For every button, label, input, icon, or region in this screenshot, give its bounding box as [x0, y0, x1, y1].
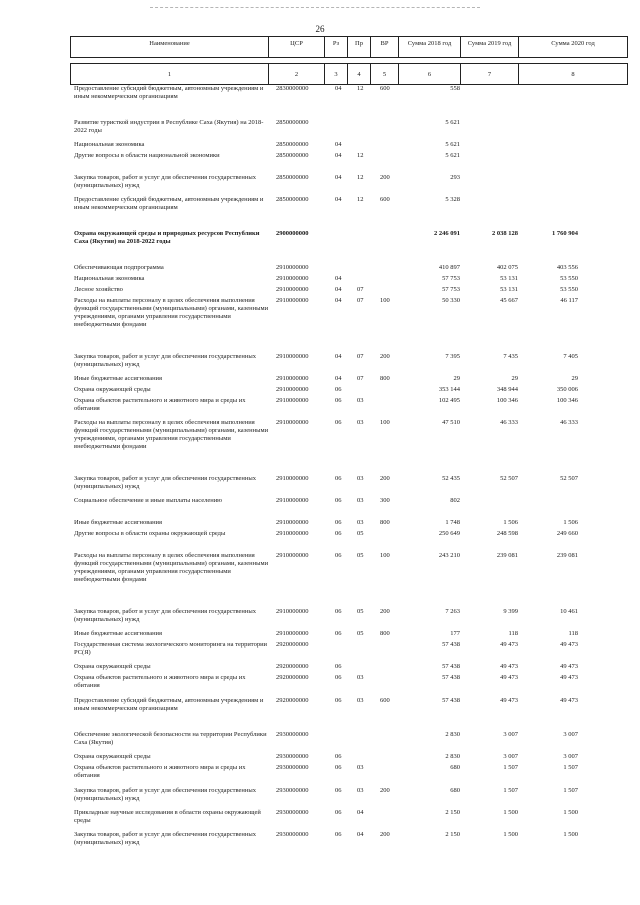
row-pr: 04 [357, 809, 364, 816]
row-csr: 2910000000 [276, 264, 309, 271]
row-rz: 04 [335, 196, 342, 203]
row-name: Национальная экономика [74, 275, 145, 282]
row-rz: 06 [335, 475, 342, 482]
row-vr: 200 [380, 174, 390, 181]
row-sum-2020: 1 507 [563, 787, 578, 794]
header-num-6: 6 [398, 63, 460, 84]
row-sum-2018: 680 [450, 787, 460, 794]
row-pr: 05 [357, 552, 364, 559]
row-name: Закупка товаров, работ и услуг для обеспечения государственных (муниципальных) нужд [74, 174, 257, 189]
row-pr: 03 [357, 764, 364, 771]
row-csr: 2910000000 [276, 519, 309, 526]
row-csr: 2910000000 [276, 375, 309, 382]
row-sum-2020: 49 473 [560, 663, 578, 670]
row-sum-2019: 52 507 [500, 475, 518, 482]
row-rz: 06 [335, 397, 342, 404]
row-sum-2020: 1 500 [563, 831, 578, 838]
row-rz: 04 [335, 85, 342, 92]
header-pr: Пр [347, 37, 370, 57]
row-sum-2018: 57 753 [442, 286, 460, 293]
row-pr: 03 [357, 497, 364, 504]
row-csr: 2930000000 [276, 764, 309, 771]
row-sum-2020: 403 556 [556, 264, 578, 271]
row-sum-2020: 100 346 [556, 397, 578, 404]
row-sum-2020: 118 [568, 630, 578, 637]
row-sum-2018: 250 649 [438, 530, 460, 537]
row-sum-2018: 1 748 [445, 519, 460, 526]
row-sum-2019: 9 399 [503, 608, 518, 615]
header-num-1: 1 [70, 63, 268, 84]
row-sum-2020: 46 333 [560, 419, 578, 426]
row-name: Развитие туристкой индустрии в Республике Саха (Якутия) на 2018-2022 годы [74, 119, 264, 134]
row-sum-2018: 102 495 [438, 397, 460, 404]
header-num-2: 2 [268, 63, 324, 84]
row-csr: 2910000000 [276, 419, 309, 426]
row-sum-2019: 2 038 128 [492, 230, 518, 237]
row-sum-2020: 53 550 [560, 275, 578, 282]
row-csr: 2930000000 [276, 753, 309, 760]
row-sum-2019: 348 944 [496, 386, 518, 393]
row-csr: 2920000000 [276, 674, 309, 681]
row-sum-2018: 2 150 [445, 809, 460, 816]
row-csr: 2910000000 [276, 552, 309, 559]
row-rz: 06 [335, 552, 342, 559]
row-csr: 2850000000 [276, 119, 309, 126]
row-sum-2019: 1 500 [503, 809, 518, 816]
row-vr: 100 [380, 419, 390, 426]
row-vr: 600 [380, 85, 390, 92]
row-sum-2018: 353 144 [438, 386, 460, 393]
row-pr: 03 [357, 674, 364, 681]
row-sum-2019: 402 075 [496, 264, 518, 271]
row-sum-2018: 5 621 [445, 152, 460, 159]
row-sum-2018: 243 210 [438, 552, 460, 559]
row-rz: 06 [335, 787, 342, 794]
row-sum-2018: 802 [450, 497, 460, 504]
row-sum-2020: 1 506 [563, 519, 578, 526]
row-sum-2018: 57 753 [442, 275, 460, 282]
row-vr: 200 [380, 787, 390, 794]
row-name: Социальное обеспечение и иные выплаты населению [74, 497, 223, 504]
row-csr: 2910000000 [276, 297, 309, 304]
header-num-8: 8 [518, 63, 628, 84]
row-sum-2020: 52 507 [560, 475, 578, 482]
row-sum-2018: 57 438 [442, 663, 460, 670]
row-vr: 800 [380, 375, 390, 382]
row-sum-2019: 49 473 [500, 674, 518, 681]
row-rz: 06 [335, 497, 342, 504]
row-name: Другие вопросы в области национальной экономики [74, 152, 220, 159]
row-csr: 2910000000 [276, 386, 309, 393]
row-sum-2019: 1 507 [503, 764, 518, 771]
row-vr: 600 [380, 196, 390, 203]
row-csr: 2900000000 [276, 230, 309, 237]
row-name: Иные бюджетные ассигнования [74, 519, 163, 526]
row-name: Охрана окружающей среды и природных ресурсов Республики Саха (Якутия) на 2018-2022 годы [74, 230, 260, 245]
header-csr: ЦСР [268, 37, 324, 57]
row-name: Охрана объектов растительного и животного мира и среды их обитания [74, 674, 246, 689]
row-name: Предоставление субсидий бюджетным, автономным учреждениям и иным некоммерческим организациям [74, 85, 264, 100]
row-rz: 06 [335, 608, 342, 615]
row-name: Закупка товаров, работ и услуг для обеспечения государственных (муниципальных) нужд [74, 608, 257, 623]
row-sum-2018: 293 [450, 174, 460, 181]
row-csr: 2920000000 [276, 697, 309, 704]
row-csr: 2910000000 [276, 497, 309, 504]
header-name: Наименование [70, 37, 268, 57]
row-sum-2019: 3 007 [503, 731, 518, 738]
row-rz: 04 [335, 152, 342, 159]
header-rz: Рз [324, 37, 347, 57]
page-number: 26 [315, 24, 325, 34]
row-sum-2019: 53 131 [500, 286, 518, 293]
row-csr: 2850000000 [276, 152, 309, 159]
row-csr: 2930000000 [276, 731, 309, 738]
row-name: Обеспечивающая подпрограмма [74, 264, 164, 271]
row-sum-2018: 410 897 [438, 264, 460, 271]
row-rz: 06 [335, 419, 342, 426]
row-sum-2018: 2 830 [445, 731, 460, 738]
row-vr: 600 [380, 697, 390, 704]
row-csr: 2920000000 [276, 641, 309, 648]
row-pr: 07 [357, 297, 364, 304]
row-pr: 07 [357, 286, 364, 293]
row-sum-2018: 7 395 [445, 353, 460, 360]
row-name: Охрана объектов растительного и животного мира и среды их обитания [74, 397, 246, 412]
row-sum-2019: 7 435 [503, 353, 518, 360]
row-sum-2020: 7 405 [563, 353, 578, 360]
row-rz: 04 [335, 375, 342, 382]
row-sum-2018: 2 246 091 [434, 230, 460, 237]
row-sum-2020: 46 117 [560, 297, 578, 304]
row-sum-2020: 249 660 [556, 530, 578, 537]
row-pr: 03 [357, 519, 364, 526]
header-vr: ВР [370, 37, 398, 57]
row-vr: 800 [380, 630, 390, 637]
row-sum-2018: 177 [450, 630, 460, 637]
row-rz: 06 [335, 519, 342, 526]
row-name: Национальная экономика [74, 141, 145, 148]
row-rz: 06 [335, 809, 342, 816]
row-sum-2020: 1 760 904 [552, 230, 578, 237]
row-csr: 2910000000 [276, 608, 309, 615]
row-rz: 04 [335, 297, 342, 304]
row-sum-2019: 29 [511, 375, 518, 382]
row-sum-2020: 10 461 [560, 608, 578, 615]
row-sum-2020: 3 007 [563, 753, 578, 760]
row-rz: 06 [335, 630, 342, 637]
row-rz: 04 [335, 353, 342, 360]
row-vr: 200 [380, 831, 390, 838]
row-name: Расходы на выплаты персоналу в целях обеспечения выполнения функций государственными (муниципальными) органами, казенными учреждениями, органами управления государственными внебюджетными фондами [74, 552, 269, 583]
row-sum-2019: 100 346 [496, 397, 518, 404]
row-csr: 2930000000 [276, 787, 309, 794]
row-vr: 200 [380, 608, 390, 615]
row-sum-2020: 53 550 [560, 286, 578, 293]
row-csr: 2910000000 [276, 397, 309, 404]
row-csr: 2920000000 [276, 663, 309, 670]
row-pr: 07 [357, 353, 364, 360]
row-rz: 06 [335, 530, 342, 537]
row-sum-2018: 5 328 [445, 196, 460, 203]
row-sum-2020: 239 081 [556, 552, 578, 559]
row-sum-2019: 49 473 [500, 641, 518, 648]
row-rz: 06 [335, 697, 342, 704]
row-pr: 03 [357, 787, 364, 794]
row-rz: 06 [335, 663, 342, 670]
row-name: Лесное хозяйство [74, 286, 123, 293]
row-rz: 06 [335, 753, 342, 760]
header-num-7: 7 [460, 63, 518, 84]
row-pr: 03 [357, 397, 364, 404]
row-sum-2019: 53 131 [500, 275, 518, 282]
row-vr: 100 [380, 552, 390, 559]
row-rz: 06 [335, 386, 342, 393]
row-sum-2018: 5 621 [445, 119, 460, 126]
row-sum-2020: 49 473 [560, 697, 578, 704]
row-name: Другие вопросы в области охраны окружающей среды [74, 530, 226, 537]
row-vr: 200 [380, 353, 390, 360]
row-sum-2019: 1 500 [503, 831, 518, 838]
row-sum-2018: 5 621 [445, 141, 460, 148]
row-name: Предоставление субсидий бюджетным, автономным учреждениям и иным некоммерческим организациям [74, 196, 264, 211]
row-csr: 2850000000 [276, 174, 309, 181]
row-name: Прикладные научные исследования в области охраны окружающей среды [74, 809, 261, 824]
row-name: Расходы на выплаты персоналу в целях обеспечения выполнения функций государственными (муниципальными) органами, казенными учреждениями, органами управления государственными внебюджетными фондами [74, 419, 269, 450]
header-num-5: 5 [370, 63, 398, 84]
row-rz: 04 [335, 141, 342, 148]
row-name: Иные бюджетные ассигнования [74, 630, 163, 637]
row-sum-2019: 1 506 [503, 519, 518, 526]
row-sum-2018: 52 435 [442, 475, 460, 482]
row-pr: 03 [357, 419, 364, 426]
row-sum-2019: 46 333 [500, 419, 518, 426]
row-pr: 05 [357, 530, 364, 537]
row-pr: 12 [357, 196, 364, 203]
header-num-3: 3 [324, 63, 347, 84]
row-sum-2020: 1 507 [563, 764, 578, 771]
row-name: Государственная система экологического мониторинга на территории РС(Я) [74, 641, 268, 656]
row-sum-2020: 49 473 [560, 641, 578, 648]
row-sum-2019: 45 667 [500, 297, 518, 304]
row-csr: 2910000000 [276, 286, 309, 293]
row-sum-2019: 49 473 [500, 663, 518, 670]
row-sum-2019: 239 081 [496, 552, 518, 559]
row-name: Закупка товаров, работ и услуг для обеспечения государственных (муниципальных) нужд [74, 353, 257, 368]
row-rz: 06 [335, 764, 342, 771]
row-name: Охрана окружающей среды [74, 753, 151, 760]
row-name: Охрана объектов растительного и животного мира и среды их обитания [74, 764, 246, 779]
row-sum-2018: 57 438 [442, 697, 460, 704]
row-vr: 300 [380, 497, 390, 504]
row-csr: 2910000000 [276, 630, 309, 637]
row-vr: 800 [380, 519, 390, 526]
row-name: Расходы на выплаты персоналу в целях обеспечения выполнения функций государственными (муниципальными) органами, казенными учреждениями, органами управления государственными внебюджетными фондами [74, 297, 269, 328]
row-sum-2018: 57 438 [442, 641, 460, 648]
row-rz: 06 [335, 674, 342, 681]
row-csr: 2850000000 [276, 196, 309, 203]
row-name: Предоставление субсидий бюджетным, автономным учреждениям и иным некоммерческим организациям [74, 697, 264, 712]
row-sum-2018: 2 150 [445, 831, 460, 838]
row-csr: 2910000000 [276, 530, 309, 537]
header-sum-2018: Сумма 2018 год [398, 37, 460, 57]
row-csr: 2830000000 [276, 85, 309, 92]
row-sum-2019: 118 [508, 630, 518, 637]
row-sum-2018: 57 438 [442, 674, 460, 681]
row-sum-2018: 50 330 [442, 297, 460, 304]
row-pr: 12 [357, 85, 364, 92]
row-pr: 07 [357, 375, 364, 382]
row-pr: 03 [357, 475, 364, 482]
header-sum-2020: Сумма 2020 год [518, 37, 628, 57]
row-name: Закупка товаров, работ и услуг для обеспечения государственных (муниципальных) нужд [74, 787, 257, 802]
row-rz: 04 [335, 275, 342, 282]
row-csr: 2850000000 [276, 141, 309, 148]
row-sum-2020: 350 006 [556, 386, 578, 393]
row-name: Закупка товаров, работ и услуг для обеспечения государственных (муниципальных) нужд [74, 831, 257, 846]
row-pr: 05 [357, 630, 364, 637]
row-pr: 12 [357, 152, 364, 159]
row-csr: 2910000000 [276, 475, 309, 482]
row-rz: 06 [335, 831, 342, 838]
row-vr: 200 [380, 475, 390, 482]
row-pr: 04 [357, 831, 364, 838]
header-num-4: 4 [347, 63, 370, 84]
row-sum-2018: 558 [450, 85, 460, 92]
row-sum-2020: 1 500 [563, 809, 578, 816]
row-sum-2018: 29 [453, 375, 460, 382]
row-csr: 2910000000 [276, 275, 309, 282]
row-sum-2020: 49 473 [560, 674, 578, 681]
row-sum-2020: 29 [571, 375, 578, 382]
row-name: Закупка товаров, работ и услуг для обеспечения государственных (муниципальных) нужд [74, 475, 257, 490]
row-sum-2019: 248 598 [496, 530, 518, 537]
row-rz: 04 [335, 174, 342, 181]
row-csr: 2930000000 [276, 831, 309, 838]
row-sum-2018: 2 830 [445, 753, 460, 760]
row-name: Обеспечение экологической безопасности на территории Республики Саха (Якутия) [74, 731, 267, 746]
row-sum-2019: 1 507 [503, 787, 518, 794]
row-pr: 12 [357, 174, 364, 181]
row-sum-2019: 49 473 [500, 697, 518, 704]
row-pr: 03 [357, 697, 364, 704]
row-rz: 04 [335, 286, 342, 293]
row-sum-2020: 3 007 [563, 731, 578, 738]
row-vr: 100 [380, 297, 390, 304]
row-name: Охрана окружающей среды [74, 663, 151, 670]
row-sum-2018: 680 [450, 764, 460, 771]
row-sum-2018: 47 510 [442, 419, 460, 426]
row-name: Иные бюджетные ассигнования [74, 375, 163, 382]
row-csr: 2910000000 [276, 353, 309, 360]
row-sum-2019: 3 007 [503, 753, 518, 760]
header-sum-2019: Сумма 2019 год [460, 37, 518, 57]
row-name: Охрана окружающей среды [74, 386, 151, 393]
row-csr: 2930000000 [276, 809, 309, 816]
row-pr: 05 [357, 608, 364, 615]
row-sum-2018: 7 263 [445, 608, 460, 615]
